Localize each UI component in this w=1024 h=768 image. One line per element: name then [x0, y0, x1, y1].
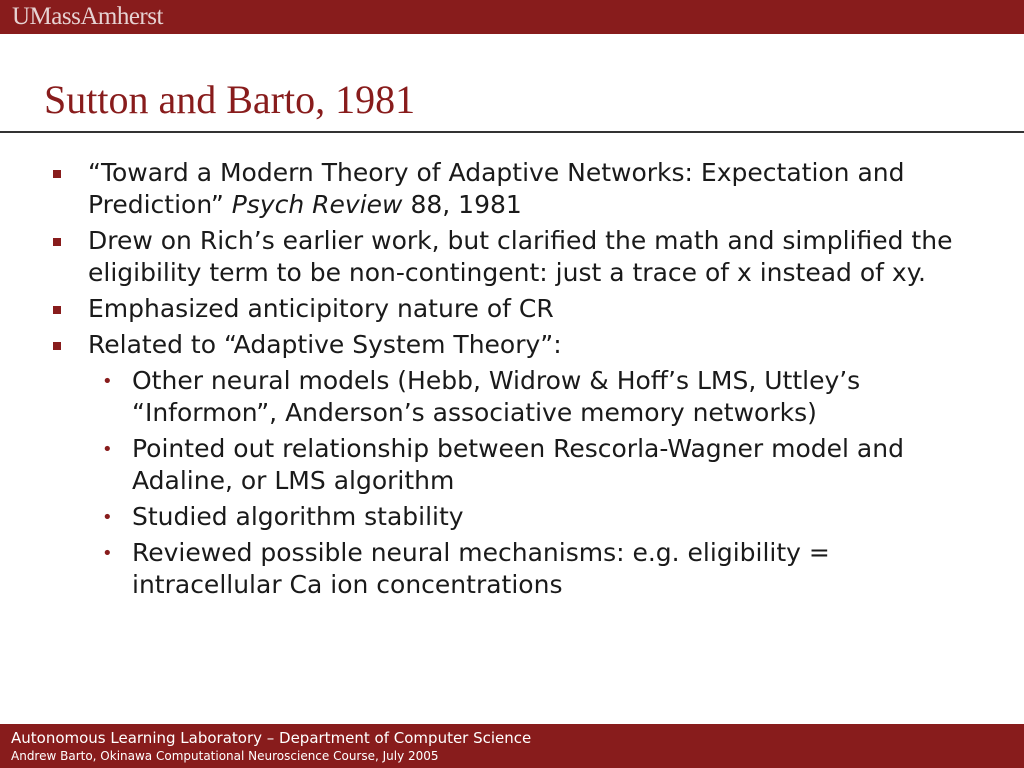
slide-title: Sutton and Barto, 1981	[44, 77, 416, 122]
sub-bullet-item	[0, 501, 982, 533]
bullet-text: Drew on Rich’s earlier work, but clarified the math and simplified the eligibility term to be non-contingent: just a trace of x instead of xy.	[88, 226, 953, 287]
sub-bullet-text: Other neural models (Hebb, Widrow & Hoff’s LMS, Uttley’s “Informon”, Anderson’s associative memory networks)	[132, 366, 861, 427]
bullet-item	[0, 293, 978, 325]
bullet-text: Emphasized anticipitory nature of CR	[88, 294, 554, 323]
sub-bullet-text: Studied algorithm stability	[132, 502, 464, 531]
bullet-item	[0, 329, 978, 361]
sub-bullet-item	[0, 537, 982, 601]
bullet-list	[0, 157, 1024, 605]
bullet-text: “Toward a Modern Theory of Adaptive Networks: Expectation and Prediction”	[88, 158, 905, 219]
dot-bullet-icon: •	[102, 543, 113, 564]
umass-logo: UMassAmherst	[12, 3, 163, 30]
header-bar	[0, 0, 1024, 34]
square-bullet-icon	[53, 306, 61, 314]
citation-suffix: 88, 1981	[410, 190, 522, 219]
square-bullet-icon	[53, 170, 61, 178]
square-bullet-icon	[53, 238, 61, 246]
sub-bullet-item	[0, 365, 982, 429]
square-bullet-icon	[53, 342, 61, 350]
footer-lab-name: Autonomous Learning Laboratory – Department of Computer Science	[11, 729, 532, 747]
title-divider	[0, 131, 1024, 133]
dot-bullet-icon: •	[102, 507, 113, 528]
dot-bullet-icon: •	[102, 439, 113, 460]
journal-name: Psych Review	[231, 190, 403, 219]
sub-bullet-text: Reviewed possible neural mechanisms: e.g. eligibility = intracellular Ca ion concentrations	[132, 538, 830, 599]
bullet-item	[0, 225, 978, 289]
sub-bullet-text: Pointed out relationship between Rescorla-Wagner model and Adaline, or LMS algorithm	[132, 434, 904, 495]
footer-course-info: Andrew Barto, Okinawa Computational Neuroscience Course, July 2005	[11, 749, 439, 763]
bullet-text: Related to “Adaptive System Theory”:	[88, 330, 562, 359]
sub-bullet-item	[0, 433, 982, 497]
dot-bullet-icon: •	[102, 371, 113, 392]
footer-bar	[0, 724, 1024, 768]
bullet-item	[0, 157, 978, 221]
